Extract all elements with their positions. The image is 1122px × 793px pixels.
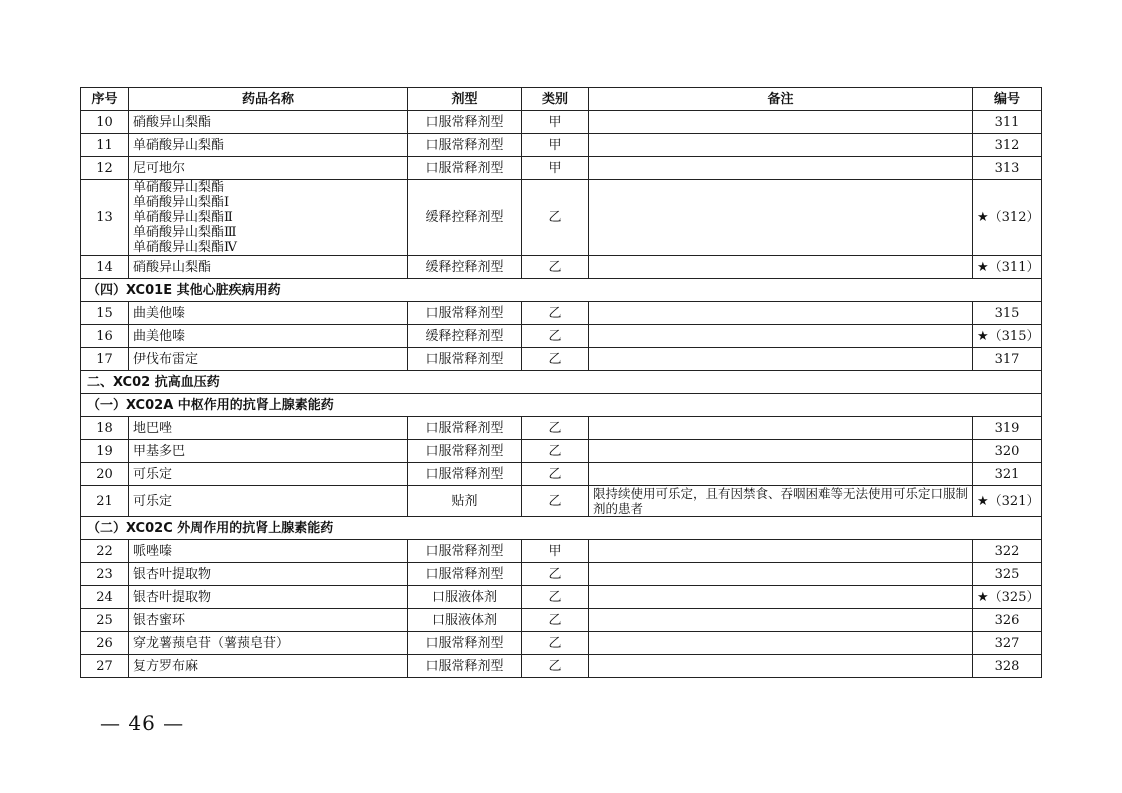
cell-code: 313 xyxy=(973,157,1042,180)
cell-dosage-form: 口服常释剂型 xyxy=(408,417,522,440)
cell-drug-name xyxy=(129,586,408,609)
cell-drug-name xyxy=(129,157,408,180)
drug-name-line: 穿龙薯蓣皂苷（薯蓣皂苷） xyxy=(133,635,290,651)
cell-note xyxy=(589,586,973,609)
table-row xyxy=(81,563,1042,586)
cell-category: 乙 xyxy=(522,440,589,463)
cell-index: 25 xyxy=(81,609,129,632)
cell-category: 乙 xyxy=(522,463,589,486)
cell-index: 20 xyxy=(81,463,129,486)
cell-category: 甲 xyxy=(522,134,589,157)
cell-code: 321 xyxy=(973,463,1042,486)
table-row xyxy=(81,157,1042,180)
cell-category: 乙 xyxy=(522,302,589,325)
drug-name-line: 单硝酸异山梨酯Ⅰ xyxy=(133,195,230,210)
cell-note xyxy=(589,325,973,348)
cell-dosage-form: 口服常释剂型 xyxy=(408,111,522,134)
cell-category: 甲 xyxy=(522,540,589,563)
section-title: 二、XC02 抗高血压药 xyxy=(81,371,1042,394)
table-row xyxy=(81,180,1042,256)
cell-code: 320 xyxy=(973,440,1042,463)
cell-code: ★（311） xyxy=(973,256,1042,279)
cell-index: 27 xyxy=(81,655,129,678)
cell-dosage-form: 缓释控释剂型 xyxy=(408,256,522,279)
cell-dosage-form: 口服常释剂型 xyxy=(408,302,522,325)
cell-dosage-form: 口服常释剂型 xyxy=(408,655,522,678)
drug-name-line: 哌唑嗪 xyxy=(133,543,173,559)
cell-note xyxy=(589,134,973,157)
cell-note xyxy=(589,540,973,563)
drug-name-line: 银杏叶提取物 xyxy=(133,589,212,605)
drug-name-line: 单硝酸异山梨酯Ⅳ xyxy=(133,240,237,255)
section-title: （一）XC02A 中枢作用的抗肾上腺素能药 xyxy=(81,394,1042,417)
table-row xyxy=(81,348,1042,371)
table-row xyxy=(81,111,1042,134)
cell-category: 乙 xyxy=(522,586,589,609)
cell-index: 13 xyxy=(81,180,129,256)
cell-index: 12 xyxy=(81,157,129,180)
cell-index: 21 xyxy=(81,486,129,517)
drug-name-line: 硝酸异山梨酯 xyxy=(133,259,212,275)
cell-drug-name xyxy=(129,302,408,325)
cell-code: ★（321） xyxy=(973,486,1042,517)
table-header-row xyxy=(81,88,1042,111)
cell-drug-name xyxy=(129,180,408,256)
table-row xyxy=(81,440,1042,463)
cell-index: 10 xyxy=(81,111,129,134)
cell-index: 16 xyxy=(81,325,129,348)
cell-dosage-form: 口服常释剂型 xyxy=(408,440,522,463)
cell-code: 327 xyxy=(973,632,1042,655)
table-row xyxy=(81,256,1042,279)
cell-drug-name xyxy=(129,463,408,486)
cell-note xyxy=(589,609,973,632)
drug-name-line: 地巴唑 xyxy=(133,420,173,436)
cell-drug-name xyxy=(129,348,408,371)
cell-dosage-form: 口服液体剂 xyxy=(408,609,522,632)
cell-index: 24 xyxy=(81,586,129,609)
cell-dosage-form: 口服液体剂 xyxy=(408,586,522,609)
section-header-row xyxy=(81,394,1042,417)
cell-code: ★（315） xyxy=(973,325,1042,348)
cell-code: 325 xyxy=(973,563,1042,586)
section-title: （二）XC02C 外周作用的抗肾上腺素能药 xyxy=(81,517,1042,540)
cell-drug-name xyxy=(129,417,408,440)
header-note: 备注 xyxy=(589,88,973,111)
cell-dosage-form: 缓释控释剂型 xyxy=(408,180,522,256)
page-number: — 46 — xyxy=(100,711,185,735)
drug-name-line: 硝酸异山梨酯 xyxy=(133,114,212,130)
table-row xyxy=(81,540,1042,563)
cell-index: 19 xyxy=(81,440,129,463)
table-row xyxy=(81,417,1042,440)
cell-note xyxy=(589,111,973,134)
cell-drug-name xyxy=(129,563,408,586)
cell-category: 乙 xyxy=(522,632,589,655)
drug-name-line: 单硝酸异山梨酯 xyxy=(133,137,225,153)
cell-code: ★（312） xyxy=(973,180,1042,256)
cell-dosage-form: 贴剂 xyxy=(408,486,522,517)
cell-dosage-form: 口服常释剂型 xyxy=(408,463,522,486)
cell-dosage-form: 口服常释剂型 xyxy=(408,540,522,563)
cell-drug-name xyxy=(129,655,408,678)
cell-category: 甲 xyxy=(522,111,589,134)
drug-name-line: 曲美他嗪 xyxy=(133,328,186,344)
table-row xyxy=(81,655,1042,678)
table-row xyxy=(81,609,1042,632)
cell-category: 乙 xyxy=(522,563,589,586)
drug-name-line: 甲基多巴 xyxy=(133,443,186,459)
cell-category: 乙 xyxy=(522,417,589,440)
cell-drug-name xyxy=(129,540,408,563)
cell-note xyxy=(589,302,973,325)
cell-drug-name xyxy=(129,440,408,463)
drug-name-line: 银杏叶提取物 xyxy=(133,566,212,582)
cell-drug-name xyxy=(129,609,408,632)
cell-code: 312 xyxy=(973,134,1042,157)
cell-code: 311 xyxy=(973,111,1042,134)
cell-index: 11 xyxy=(81,134,129,157)
cell-drug-name xyxy=(129,256,408,279)
drug-name-line: 复方罗布麻 xyxy=(133,658,199,674)
cell-dosage-form: 缓释控释剂型 xyxy=(408,325,522,348)
drug-name-line: 单硝酸异山梨酯 xyxy=(133,180,225,195)
cell-note xyxy=(589,632,973,655)
drug-name-line: 尼可地尔 xyxy=(133,160,186,176)
drug-name-line: 单硝酸异山梨酯Ⅱ xyxy=(133,210,233,225)
table-row xyxy=(81,302,1042,325)
cell-code: 326 xyxy=(973,609,1042,632)
header-drug-name: 药品名称 xyxy=(129,88,408,111)
header-code: 编号 xyxy=(973,88,1042,111)
drug-name-line: 银杏蜜环 xyxy=(133,612,186,628)
table-row xyxy=(81,463,1042,486)
cell-dosage-form: 口服常释剂型 xyxy=(408,563,522,586)
table-row xyxy=(81,134,1042,157)
cell-category: 乙 xyxy=(522,486,589,517)
drug-list-table xyxy=(80,87,1042,678)
cell-code: ★（325） xyxy=(973,586,1042,609)
cell-drug-name xyxy=(129,111,408,134)
cell-index: 18 xyxy=(81,417,129,440)
cell-note xyxy=(589,157,973,180)
cell-category: 乙 xyxy=(522,348,589,371)
section-header-row xyxy=(81,371,1042,394)
header-category: 类别 xyxy=(522,88,589,111)
cell-category: 乙 xyxy=(522,655,589,678)
cell-note xyxy=(589,256,973,279)
table-body xyxy=(81,111,1042,678)
cell-code: 328 xyxy=(973,655,1042,678)
cell-note xyxy=(589,563,973,586)
cell-category: 乙 xyxy=(522,609,589,632)
section-header-row xyxy=(81,517,1042,540)
cell-dosage-form: 口服常释剂型 xyxy=(408,632,522,655)
table-row xyxy=(81,486,1042,517)
cell-note xyxy=(589,180,973,256)
cell-drug-name xyxy=(129,325,408,348)
cell-note xyxy=(589,417,973,440)
cell-index: 17 xyxy=(81,348,129,371)
cell-dosage-form: 口服常释剂型 xyxy=(408,134,522,157)
cell-index: 14 xyxy=(81,256,129,279)
cell-category: 乙 xyxy=(522,256,589,279)
cell-note: 限持续使用可乐定，且有因禁食、吞咽困难等无法使用可乐定口服制剂的患者 xyxy=(589,486,973,517)
cell-code: 319 xyxy=(973,417,1042,440)
table-row xyxy=(81,325,1042,348)
table-row xyxy=(81,632,1042,655)
cell-dosage-form: 口服常释剂型 xyxy=(408,348,522,371)
table-row xyxy=(81,586,1042,609)
cell-drug-name xyxy=(129,632,408,655)
cell-note xyxy=(589,440,973,463)
cell-index: 15 xyxy=(81,302,129,325)
header-index: 序号 xyxy=(81,88,129,111)
drug-name-line: 单硝酸异山梨酯Ⅲ xyxy=(133,225,237,240)
cell-index: 23 xyxy=(81,563,129,586)
cell-note xyxy=(589,655,973,678)
drug-name-line: 曲美他嗪 xyxy=(133,305,186,321)
cell-category: 乙 xyxy=(522,180,589,256)
section-header-row xyxy=(81,279,1042,302)
cell-note xyxy=(589,463,973,486)
cell-dosage-form: 口服常释剂型 xyxy=(408,157,522,180)
drug-name-line: 伊伐布雷定 xyxy=(133,351,199,367)
cell-index: 22 xyxy=(81,540,129,563)
cell-index: 26 xyxy=(81,632,129,655)
cell-category: 甲 xyxy=(522,157,589,180)
drug-name-line: 可乐定 xyxy=(133,466,173,482)
header-dosage-form: 剂型 xyxy=(408,88,522,111)
cell-category: 乙 xyxy=(522,325,589,348)
cell-code: 322 xyxy=(973,540,1042,563)
section-title: （四）XC01E 其他心脏疾病用药 xyxy=(81,279,1042,302)
cell-drug-name xyxy=(129,134,408,157)
cell-note xyxy=(589,348,973,371)
drug-name-line: 可乐定 xyxy=(133,493,173,509)
cell-code: 315 xyxy=(973,302,1042,325)
cell-code: 317 xyxy=(973,348,1042,371)
cell-drug-name xyxy=(129,486,408,517)
